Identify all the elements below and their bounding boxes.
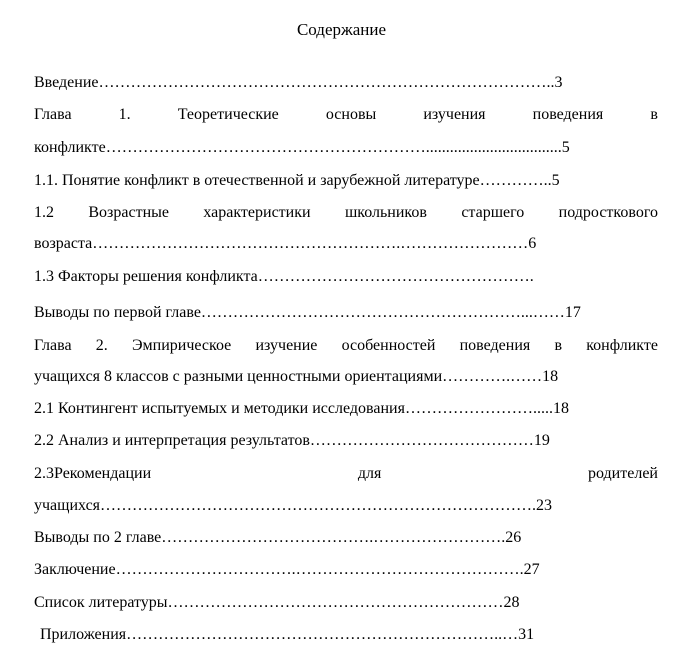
toc-entry-section-2-2: 2.2 Анализ и интерпретация результатов……………………………………19 (34, 432, 550, 449)
toc-word: 2.3Рекомендации (34, 465, 152, 482)
toc-entry-section-1-2-line-2: возраста………………………………………………….……………………6 (34, 235, 537, 252)
toc-word: изучение (255, 337, 318, 354)
toc-entry-introduction: Введение…………………………………………………………………………..3 (34, 74, 563, 91)
toc-word: в (554, 337, 563, 354)
toc-word: старшего (461, 204, 525, 221)
toc-entry-chapter-1-line-1 (34, 104, 658, 126)
toc-word: изучения (423, 106, 486, 123)
toc-word: 1. (118, 106, 131, 123)
toc-word: характеристики (203, 204, 311, 221)
toc-word: поведения (532, 106, 604, 123)
toc-entry-conclusion: Заключение…………………………….…………………………………….27 (34, 561, 540, 578)
toc-entry-section-1-3: 1.3 Факторы решения конфликта……………………………………………. (34, 268, 534, 285)
toc-word: основы (325, 106, 377, 123)
toc-word: Возрастные (88, 204, 169, 221)
toc-entry-section-1-2-line-1 (34, 202, 658, 224)
toc-word: конфликте (586, 337, 658, 354)
toc-entry-chapter-2-conclusions: Выводы по 2 главе………………………………….…………………….26 (34, 529, 522, 546)
toc-entry-references: Список литературы………………………………………………………28 (34, 594, 520, 611)
toc-word: 2. (95, 337, 108, 354)
toc-word: школьников (344, 204, 427, 221)
toc-word: подросткового (558, 204, 658, 221)
toc-word: 1.2 (34, 204, 54, 221)
toc-entry-chapter-1-line-2: конфликте……………………………………………………..................................5 (34, 139, 570, 156)
toc-word: Глава (34, 106, 72, 123)
toc-entry-chapter-1-conclusions: Выводы по первой главе……………………………………………………...……17 (34, 304, 581, 321)
toc-word: особенностей (341, 337, 436, 354)
toc-entry-section-1-1: 1.1. Понятие конфликт в отечественной и зарубежной литературе…………..5 (34, 172, 560, 189)
toc-word: поведения (459, 337, 531, 354)
toc-word: в (650, 106, 658, 123)
toc-word: для (357, 465, 382, 482)
toc-entry-chapter-2-line-1 (34, 335, 658, 357)
toc-entry-section-2-3-line-2: учащихся……………………………………………………………………….23 (34, 497, 553, 514)
toc-entry-section-2-3-line-1 (34, 463, 658, 485)
toc-word: Эмпирическое (131, 337, 232, 354)
toc-entry-appendix: Приложения……………………………………………………………..…31 (40, 626, 535, 643)
toc-entry-section-2-1: 2.1 Контингент испытуемых и методики исследования…………………….....18 (34, 400, 569, 417)
toc-word: Глава (34, 337, 72, 354)
page-title: Содержание (296, 20, 387, 39)
toc-entry-chapter-2-line-2: учащихся 8 классов с разными ценностными ориентациями………….……18 (34, 368, 559, 385)
toc-word: родителей (588, 465, 658, 482)
toc-word: Теоретические (177, 106, 279, 123)
